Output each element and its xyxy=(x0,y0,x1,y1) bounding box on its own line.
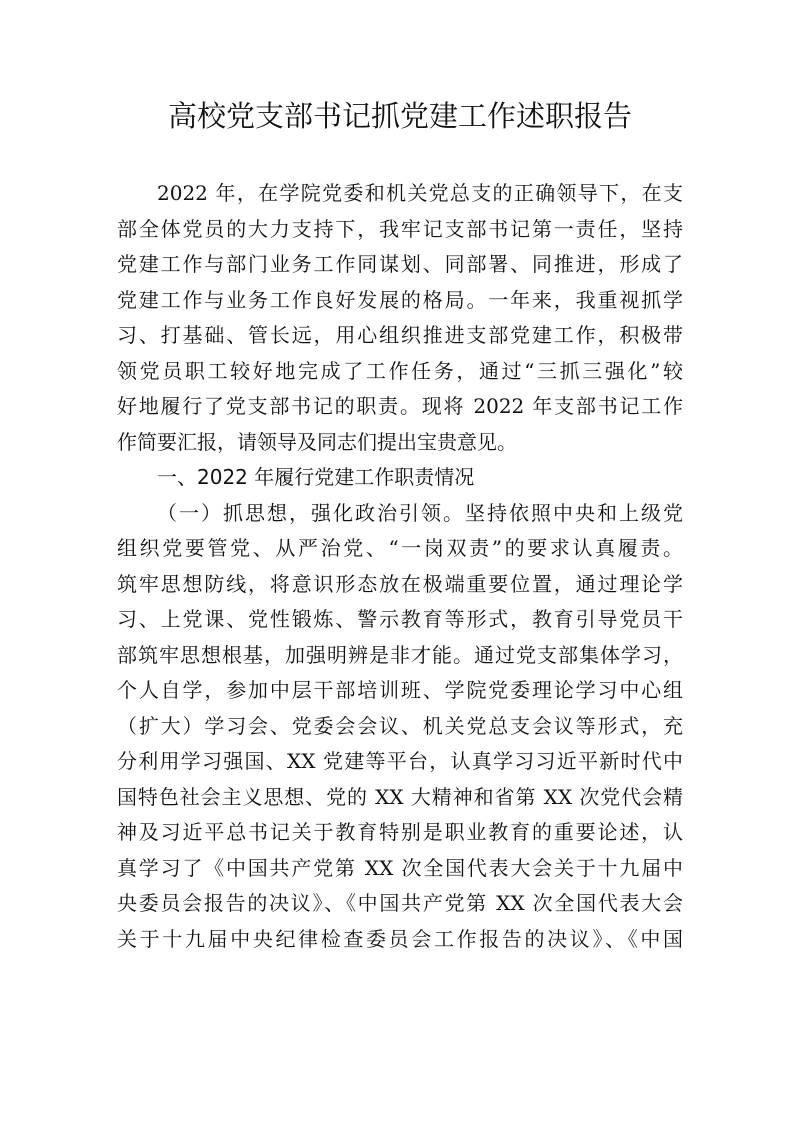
intro-paragraph xyxy=(117,176,683,460)
section1-line: 真学习了《中国共产党第 XX 次全国代表大会关于十九届中 xyxy=(117,855,683,880)
section1-line: 组织党要管党、从严治党、“一岗双责”的要求认真履责。 xyxy=(117,536,683,560)
intro-line: 领党员职工较好地完成了工作任务，通过“三抓三强化”较 xyxy=(117,358,683,383)
intro-line: 党建工作与部门业务工作同谋划、同部署、同推进，形成了 xyxy=(117,252,683,276)
section1-line: 筑牢思想防线，将意识形态放在极端重要位置，通过理论学 xyxy=(117,571,683,596)
section1-line: 神及习近平总书记关于教育特别是职业教育的重要论述，认 xyxy=(117,820,683,844)
intro-line: 好地履行了党支部书记的职责。现将 2022 年支部书记工作 xyxy=(117,394,683,418)
section1-line: 国特色社会主义思想、党的 XX 大精神和省第 XX 次党代会精 xyxy=(117,784,683,809)
intro-line: 2022 年，在学院党委和机关党总支的正确领导下，在支 xyxy=(157,181,683,205)
section1-line: 个人自学，参加中层干部培训班、学院党委理论学习中心组 xyxy=(117,678,683,702)
section1-line: 分利用学习强国、XX 党建等平台，认真学习习近平新时代中 xyxy=(117,749,683,773)
intro-line: 部全体党员的大力支持下，我牢记支部书记第一责任，坚持 xyxy=(117,216,683,241)
section-heading: 一、2022 年履行党建工作职责情况 xyxy=(157,465,475,489)
section1-line: 部筑牢思想根基，加强明辨是非才能。通过党支部集体学习， xyxy=(117,642,683,667)
section1-line: 习、上党课、党性锻炼、警示教育等形式，教育引导党员干 xyxy=(117,607,683,631)
section1-line: 关于十九届中央纪律检查委员会工作报告的决议》、《中国 xyxy=(117,926,683,951)
intro-line: 习、打基础、管长远，用心组织推进支部党建工作，积极带 xyxy=(117,323,683,347)
document-body xyxy=(117,176,683,957)
section1-line: （扩大）学习会、党委会会议、机关党总支会议等形式，充 xyxy=(117,713,683,738)
section1-line: 央委员会报告的决议》、《中国共产党第 XX 次全国代表大会 xyxy=(117,891,683,915)
section1-paragraph xyxy=(117,496,683,958)
intro-line: 党建工作与业务工作良好发展的格局。一年来，我重视抓学 xyxy=(117,287,683,312)
section1-line: （一）抓思想，强化政治引领。坚持依照中央和上级党 xyxy=(157,500,683,525)
intro-line: 作简要汇报，请领导及同志们提出宝贵意见。 xyxy=(117,429,517,454)
document-title: 高校党支部书记抓党建工作述职报告 xyxy=(167,99,632,133)
